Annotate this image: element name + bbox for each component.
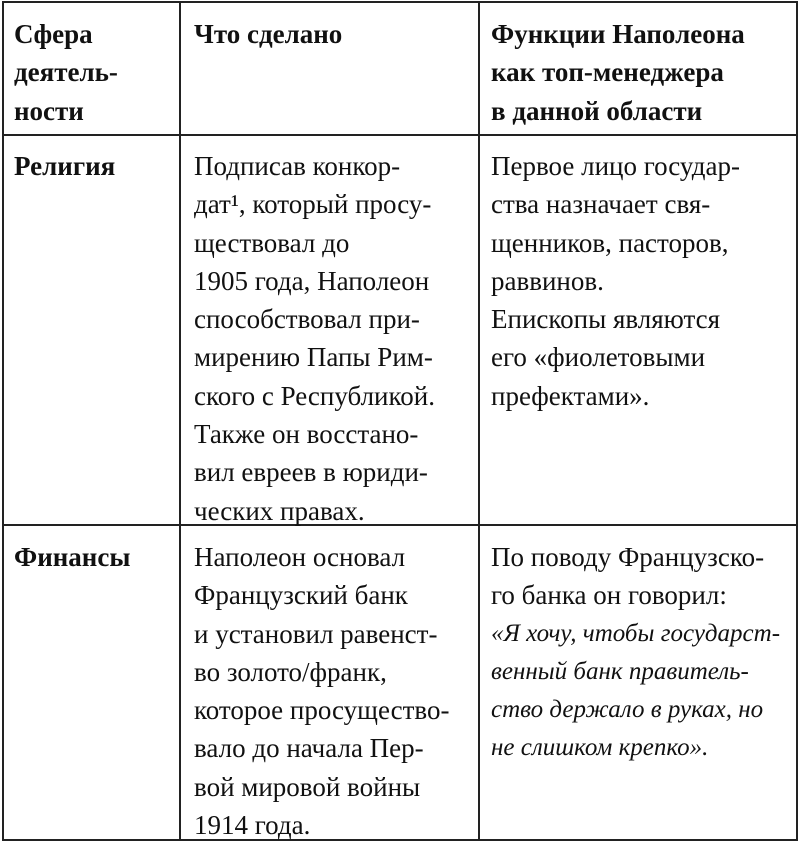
text-line: Наполеон основал <box>194 542 406 572</box>
column-divider <box>179 3 181 839</box>
column-divider <box>478 3 480 839</box>
text-line: как топ-менеджера <box>491 57 724 88</box>
text-line: Епископы являются <box>491 304 721 335</box>
comparison-table <box>2 1 798 841</box>
row-religion-sphere <box>14 147 115 185</box>
text-line: По поводу Французско- <box>491 542 765 572</box>
text-line: мирению Папы Рим- <box>194 342 433 373</box>
text-line: «Я хочу, чтобы государст- <box>491 619 781 647</box>
header-sphere <box>14 15 118 130</box>
text-line: способствовал при- <box>194 304 420 335</box>
text-line: го банка он говорил: <box>491 580 727 611</box>
row-divider <box>4 134 796 136</box>
text-line: Французский банк <box>194 580 408 611</box>
text-line: Религия <box>14 151 116 181</box>
text-line: ство держало в руках, но <box>491 696 764 724</box>
text-line: вало до начала Пер- <box>194 733 424 764</box>
text-line: Функции Наполеона <box>491 19 745 49</box>
text-line: ства назначает свя- <box>491 189 711 220</box>
text-line: ческих правах. <box>194 495 365 526</box>
row-finance-sphere <box>14 538 130 576</box>
text-line: деятель- <box>14 57 118 88</box>
text-line: щенников, пасторов, <box>491 227 729 258</box>
napoleon-quote <box>491 615 780 768</box>
text-line: Также он восстано- <box>194 419 419 450</box>
text-line: Что сделано <box>194 19 343 49</box>
functions-text <box>491 538 780 615</box>
text-line: ности <box>14 95 84 126</box>
text-line: которое просущество- <box>194 695 450 726</box>
text-line: вил евреев в юриди- <box>194 457 428 488</box>
text-line: не слишком крепко». <box>491 734 709 762</box>
text-line: в данной области <box>491 95 703 126</box>
text-line: венный банк правитель- <box>491 657 749 685</box>
text-line: Первое лицо государ- <box>491 151 740 181</box>
text-line: ществовал до <box>194 227 350 258</box>
text-line: дат¹, который просу- <box>194 189 432 220</box>
text-line: 1914 года. <box>194 810 311 841</box>
text-line: Сфера <box>14 19 93 49</box>
text-line: префектами». <box>491 380 650 411</box>
text-line: раввинов. <box>491 265 604 296</box>
text-line: Финансы <box>14 542 131 572</box>
text-line: 1905 года, Наполеон <box>194 265 430 296</box>
header-functions <box>491 15 745 130</box>
text-line: и установил равенст- <box>194 618 438 649</box>
header-done <box>194 15 342 53</box>
text-line: Подписав конкор- <box>194 151 401 181</box>
row-finance-functions <box>491 538 780 768</box>
text-line: ского с Республикой. <box>194 380 435 411</box>
row-religion-functions <box>491 147 740 415</box>
text-line: его «фиолетовыми <box>491 342 706 373</box>
row-finance-done <box>194 538 449 844</box>
row-religion-done <box>194 147 435 530</box>
text-line: во золото/франк, <box>194 656 387 687</box>
text-line: вой мировой войны <box>194 771 421 802</box>
